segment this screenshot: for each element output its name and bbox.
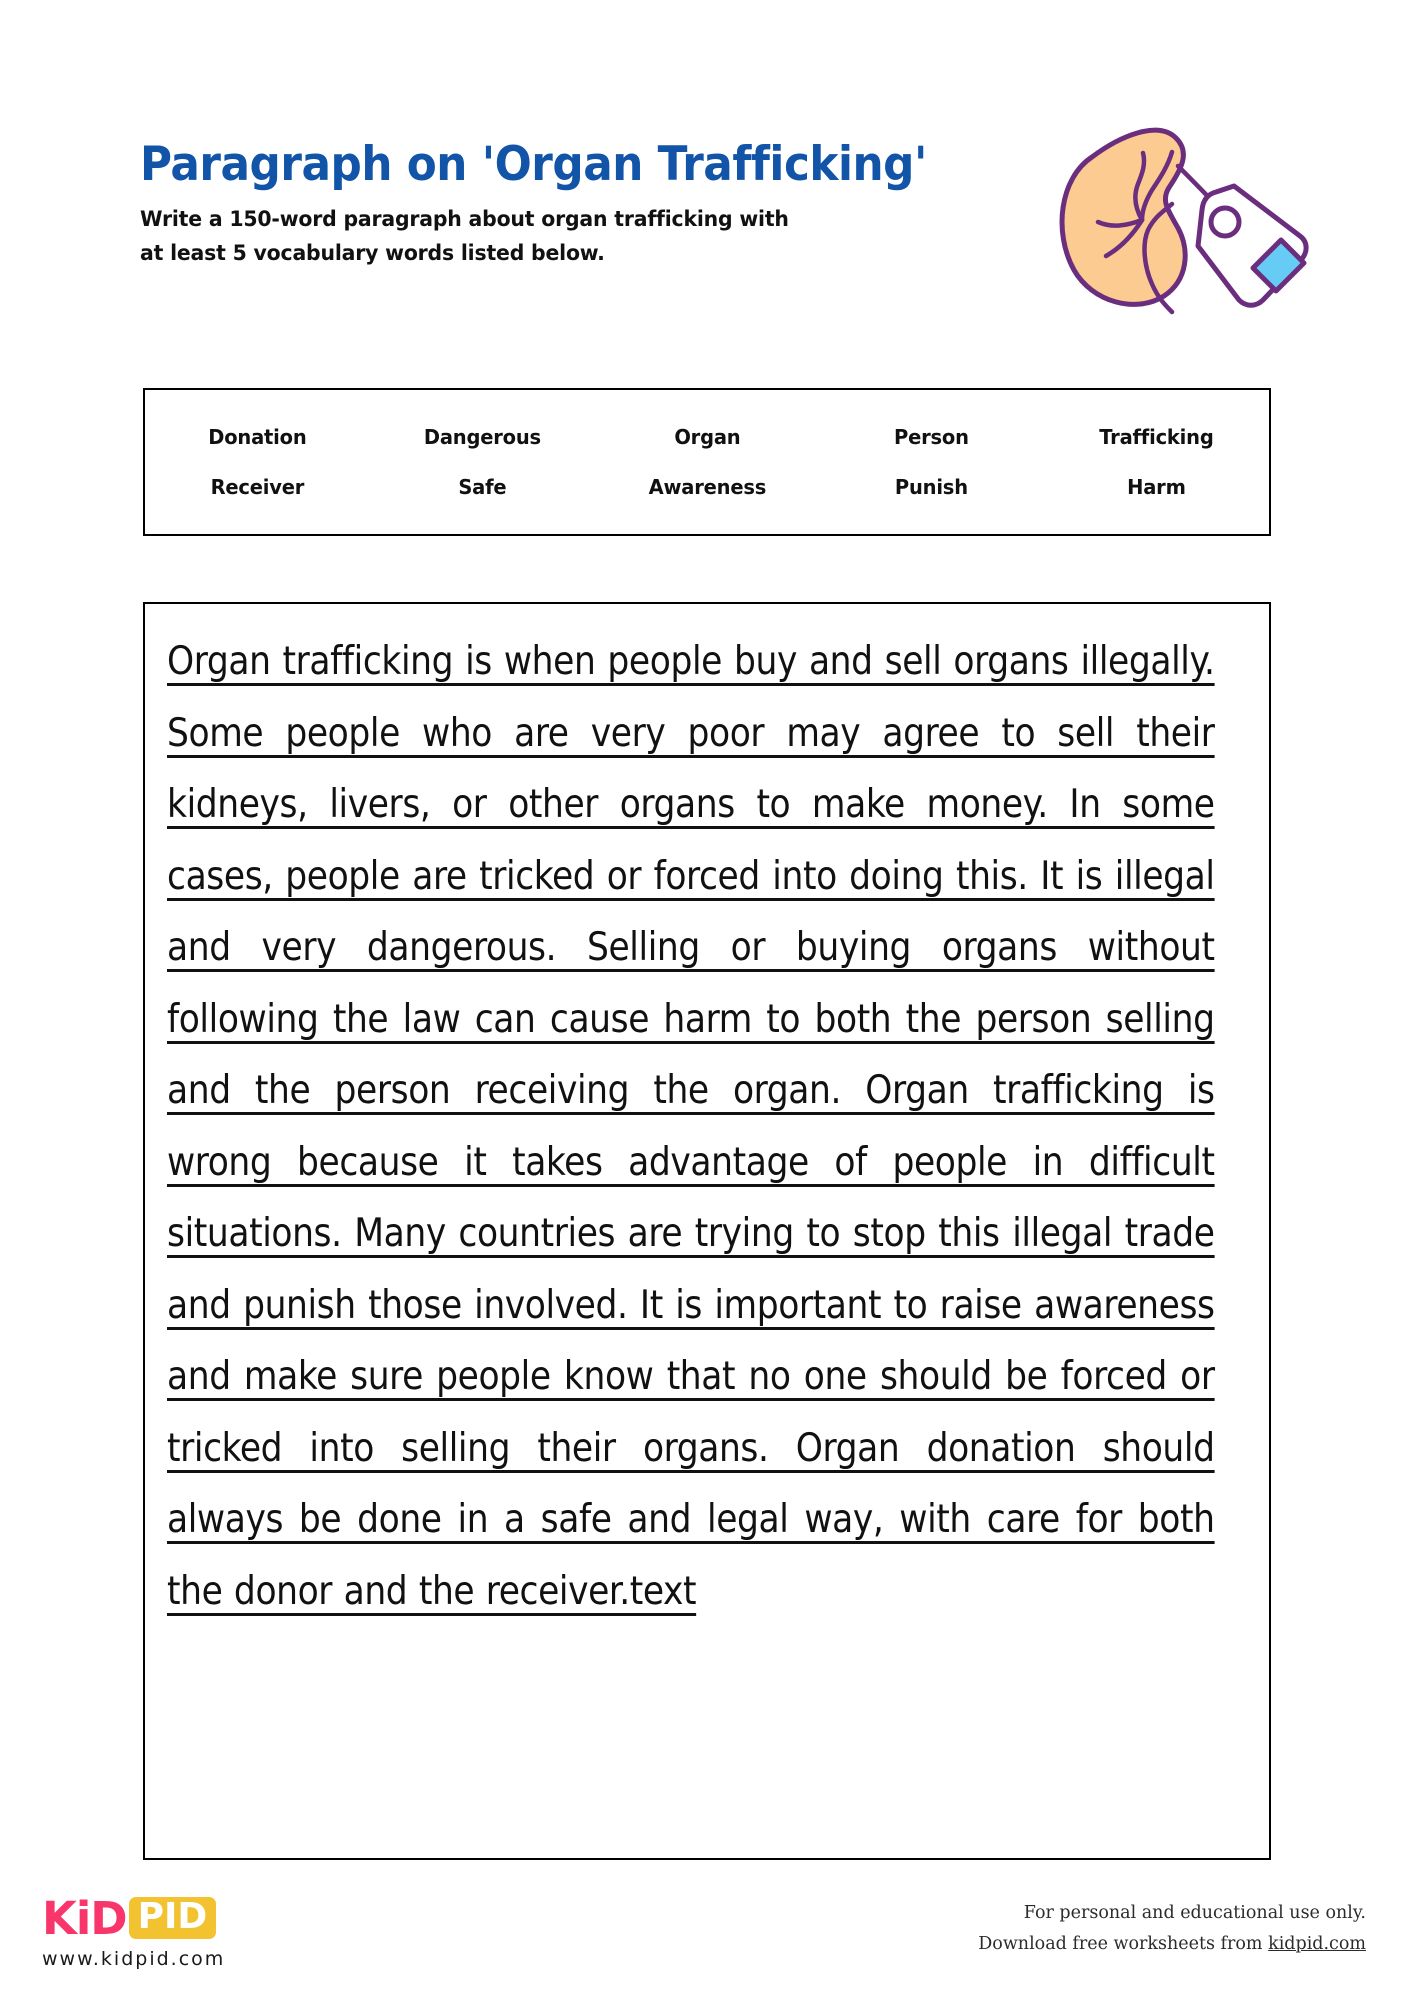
- vocabulary-word: Awareness: [648, 475, 766, 499]
- logo-website-url[interactable]: www.kidpid.com: [42, 1948, 226, 1970]
- logo-mark: [42, 1891, 372, 1945]
- vocabulary-row: [145, 425, 1269, 449]
- page-instructions: Write a 150-word paragraph about organ trafficking with at least 5 vocabulary words listed below.: [140, 207, 789, 266]
- footer-note-line-1: For personal and educational use only.: [1023, 1903, 1366, 1923]
- vocabulary-word: Organ: [673, 425, 741, 449]
- footer-kidpid-link[interactable]: kidpid.com: [1268, 1933, 1366, 1954]
- vocabulary-word: Safe: [458, 475, 507, 499]
- vocabulary-word: Dangerous: [423, 425, 541, 449]
- footer-usage-note: [978, 1898, 1366, 1959]
- vocabulary-word: Trafficking: [1099, 425, 1214, 449]
- paragraph-answer-text[interactable]: Organ trafficking is when people buy and sell organs illegally. Some people who are very poor may agree to sell their kidneys, livers, or other organs to make money. In some cases, people are tricked or forced into doing this. It is illegal and very dangerous. Selling or buying organs without following the law can cause harm to both the person selling and the person receiving the organ. Organ trafficking is wrong because it takes advantage of people in difficult situations. Many countries are trying to stop this illegal trade and punish those involved. It is important to raise awareness and make sure people know that no one should be forced or tricked into selling their organs. Organ donation should always be done in a safe and legal way, with care for both the donor and the receiver.text: [167, 638, 1215, 1614]
- vocabulary-word-bank: [143, 388, 1271, 536]
- vocabulary-word: Donation: [208, 425, 307, 449]
- kidpid-logo[interactable]: [42, 1891, 372, 1970]
- vocabulary-word: Person: [894, 425, 970, 449]
- footer-note-line-2: [978, 1929, 1366, 1960]
- logo-pid-text: PID: [129, 1897, 217, 1939]
- paragraph-answer-box[interactable]: [143, 602, 1271, 1860]
- vocabulary-word: Punish: [895, 475, 969, 499]
- kidney-with-price-tag-icon: [1020, 100, 1310, 315]
- logo-kid-text: KiD: [42, 1891, 127, 1945]
- page-title: Paragraph on 'Organ Trafficking': [140, 137, 927, 192]
- vocabulary-word: Receiver: [210, 475, 305, 499]
- vocabulary-word: Harm: [1127, 475, 1186, 499]
- vocabulary-row: [145, 475, 1269, 499]
- footer-note-prefix: Download free worksheets from: [978, 1933, 1269, 1954]
